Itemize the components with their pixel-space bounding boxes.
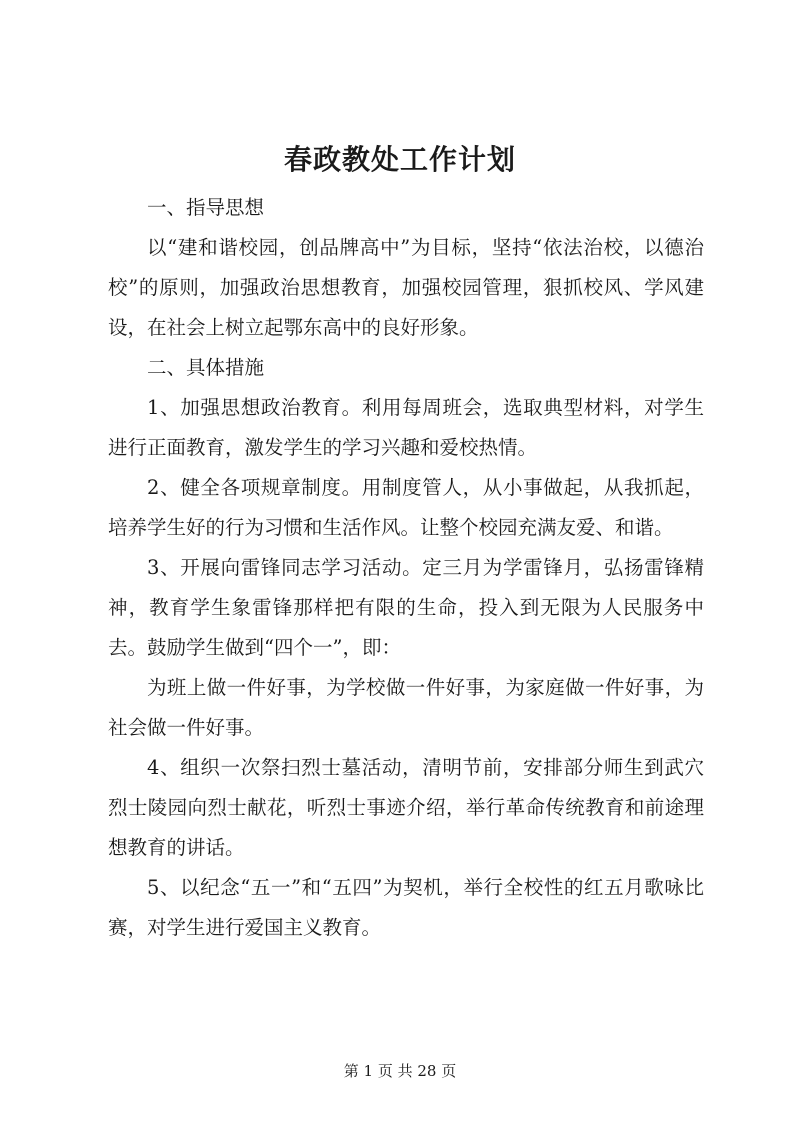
page-number-footer: 第 1 页 共 28 页 bbox=[343, 1062, 457, 1080]
paragraph-measure-3-detail: 为班上做一件好事，为学校做一件好事，为家庭做一件好事，为社会做一件好事。 bbox=[108, 676, 704, 739]
document-title: 春政教处工作计划 bbox=[283, 143, 516, 176]
paragraph-measure-1: 1、加强思想政治教育。利用每周班会，选取典型材料，对学生进行正面教育，激发学生的学习兴趣和爱校热情。 bbox=[108, 396, 704, 459]
paragraph-measure-2: 2、健全各项规章制度。用制度管人，从小事做起，从我抓起，培养学生好的行为习惯和生活作风。让整个校园充满友爱、和谐。 bbox=[108, 476, 704, 539]
section-heading-specific-measures: 二、具体措施 bbox=[147, 356, 265, 379]
paragraph-measure-3: 3、开展向雷锋同志学习活动。定三月为学雷锋月，弘扬雷锋精神，教育学生象雷锋那样把有限的生命，投入到无限为人民服务中去。鼓励学生做到“四个一”，即： bbox=[108, 556, 704, 659]
paragraph-measure-5: 5、以纪念“五一”和“五四”为契机，举行全校性的红五月歌咏比赛，对学生进行爱国主义教育。 bbox=[108, 876, 704, 939]
paragraph-guiding-ideology: 以“建和谐校园，创品牌高中”为目标，坚持“依法治校，以德治校”的原则，加强政治思想教育，加强校园管理，狠抓校风、学风建设，在社会上树立起鄂东高中的良好形象。 bbox=[108, 236, 704, 339]
document-body bbox=[108, 188, 704, 948]
paragraph-measure-4: 4、组织一次祭扫烈士墓活动，清明节前，安排部分师生到武穴烈士陵园向烈士献花，听烈士事迹介绍，举行革命传统教育和前途理想教育的讲话。 bbox=[108, 756, 704, 859]
section-heading-guiding-ideology: 一、指导思想 bbox=[147, 196, 265, 219]
